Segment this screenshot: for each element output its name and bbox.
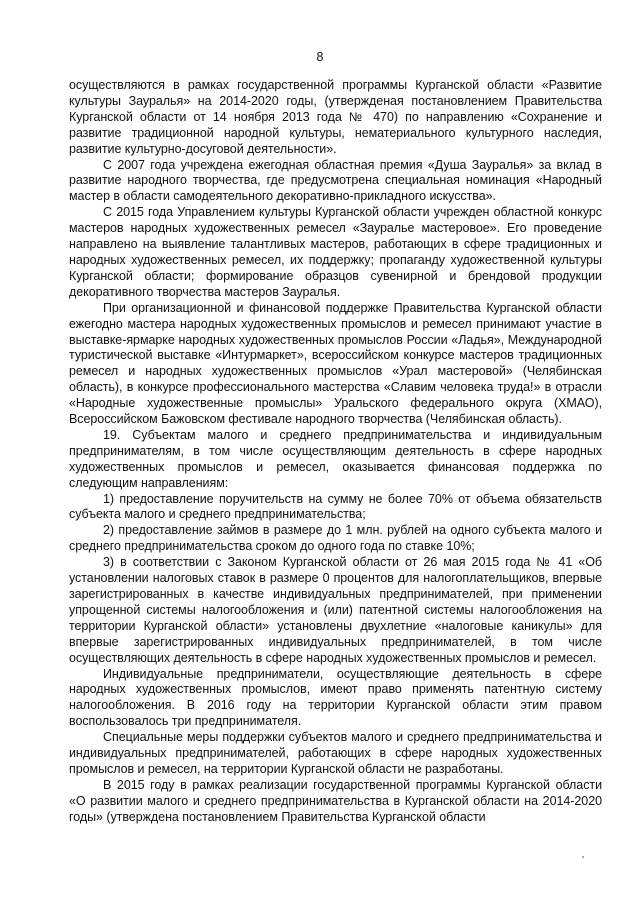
paragraph: Индивидуальные предприниматели, осуществляющие деятельность в сфере народных художественных промыслов, имеют право применять патентную систему налогообложения. В 2016 году на территории Курганской области этим правом воспользовалось три предпринимателя. <box>69 666 602 729</box>
paragraph: Специальные меры поддержки субъектов малого и среднего предпринимательства и индивидуальных предпринимателей, работающих в сфере народных художественных промыслов и ремесел, на территории Курганской области не разработаны. <box>69 730 602 776</box>
list-item: 2) предоставление займов в размере до 1 млн. рублей на одного субъекта малого и среднего предпринимательства сроком до одного года по ставке 10%; <box>69 523 602 554</box>
scan-dot-mark <box>582 856 584 858</box>
paragraph: 19. Субъектам малого и среднего предпринимательства и индивидуальным предпринимателям, в том числе осуществляющим деятельность в сфере народных художественных промыслов и ремесел, оказывается финансовая поддержка по следующим направлениям: <box>69 427 602 490</box>
list-item: 3) в соответствии с Законом Курганской области от 26 мая 2015 года № 41 «Об установлении налоговых ставок в размере 0 процентов для налогоплательщиков, впервые зарегистрированных в качестве индивидуальных предпринимателей, при применении упрощенной системы налогообложения и (или) патентной системы налогообложения на территории Курганской области» установлены двухлетние «налоговые каникулы» для впервые зарегистрированных индивидуальных предпринимателей, в том числе осуществляющих деятельность в сфере народных художественных промыслов и ремесел. <box>69 555 602 665</box>
list-item: 1) предоставление поручительств на сумму не более 70% от объема обязательств субъекта малого и среднего предпринимательства; <box>69 491 602 522</box>
paragraph: С 2007 года учреждена ежегодная областная премия «Душа Зауралья» за вклад в развитие народного творчества, где предусмотрена специальная номинация «Народный мастер в области самодеятельного декоративно-прикладного искусства». <box>69 157 602 204</box>
page-number: 8 <box>316 50 324 64</box>
paragraph: При организационной и финансовой поддержке Правительства Курганской области ежегодно мастера народных художественных промыслов и ремесел принимают участие в выставке-ярмарке народных художественных промыслов России «Ладья», Международной туристической выставке «Интурмаркет», всероссийском конкурсе мастеров традиционных ремесел и народных художественных промыслов «Урал мастеровой» (Челябинская область), в конкурсе профессионального мастерства «Славим человека труда!» в отрасли «Народные художественные промыслы» Уральского федерального округа (ХМАО), Всероссийском Бажовском фестивале народного творчества (Челябинская область). <box>69 300 602 427</box>
document-body <box>69 78 602 826</box>
paragraph: осуществляются в рамках государственной программы Курганской области «Развитие культуры Зауралья» на 2014-2020 годы, (утвержденая постановлением Правительства Курганской области от 14 ноября 2013 года № 470) по направлению «Сохранение и развитие традиционной народной культуры, нематериального культурного наследия, развитие культурно-досуговой деятельности». <box>69 78 602 156</box>
paragraph: В 2015 году в рамках реализации государственной программы Курганской области «О развитии малого и среднего предпринимательства в Курганской области на 2014-2020 годы» (утверждена постановлением Правительства Курганской области <box>69 777 602 824</box>
paragraph: С 2015 года Управлением культуры Курганской области учрежден областной конкурс мастеров народных художественных ремесел «Зауралье мастеровое». Его проведение направлено на выявление талантливых мастеров, работающих в сфере традиционных и народных художественных ремесел, их поддержку; пропаганду художественной культуры Курганской области; формирование образцов сувенирной и брендовой продукции декоративного творчества мастеров Зауралья. <box>69 205 602 299</box>
